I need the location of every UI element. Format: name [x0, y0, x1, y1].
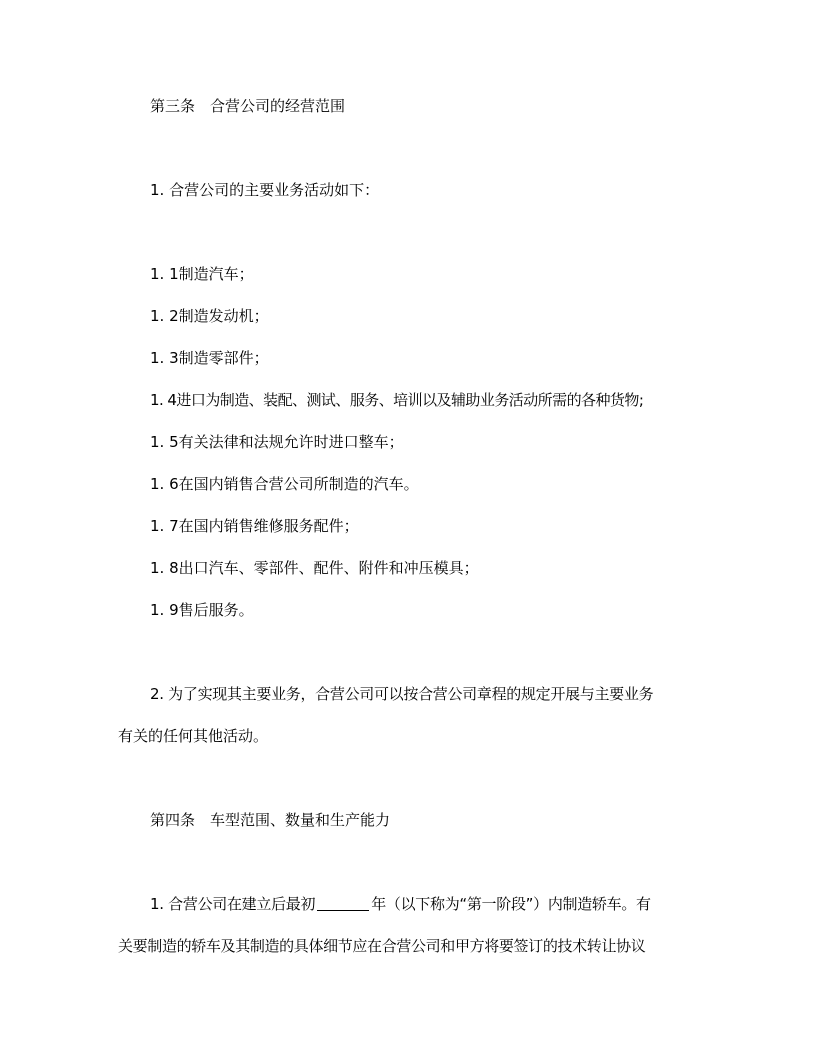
sub-item-1-1: 1. 1制造汽车；: [150, 265, 254, 283]
article-4-item-1-text-before: 1. 合营公司在建立后最初: [150, 895, 316, 913]
sub-item-1-9: 1. 9售后服务。: [150, 601, 254, 619]
article-4-heading: 第四条 车型范围、数量和生产能力: [150, 811, 391, 829]
sub-item-1-7: 1. 7在国内销售维修服务配件；: [150, 517, 359, 535]
article-4-item-1-line-1: [150, 894, 651, 914]
sub-item-1-3: 1. 3制造零部件；: [150, 349, 269, 367]
sub-item-1-5: 1. 5有关法律和法规允许时进口整车；: [150, 433, 404, 451]
article-3-item-1-intro: 1. 合营公司的主要业务活动如下：: [150, 181, 380, 199]
sub-item-1-2: 1. 2制造发动机；: [150, 307, 269, 325]
article-3-item-2-line-2: 有关的任何其他活动。: [118, 727, 269, 745]
sub-item-1-6: 1. 6在国内销售合营公司所制造的汽车。: [150, 475, 419, 493]
fill-in-blank: [317, 896, 369, 911]
article-3-item-2-line-1: 2. 为了实现其主要业务，合营公司可以按合营公司章程的规定开展与主要业务: [150, 685, 654, 703]
article-4-item-1-line-2: 关要制造的轿车及其制造的具体细节应在合营公司和甲方将要签订的技术转让协议: [118, 937, 646, 955]
article-4-item-1-text-after: 年（以下称为“第一阶段”）内制造轿车。有: [371, 895, 651, 913]
sub-item-1-4: 1. 4进口为制造、装配、测试、服务、培训以及辅助业务活动所需的各种货物;: [150, 391, 644, 409]
article-3-heading: 第三条 合营公司的经营范围: [150, 97, 346, 115]
sub-item-1-8: 1. 8出口汽车、零部件、配件、附件和冲压模具；: [150, 559, 479, 577]
